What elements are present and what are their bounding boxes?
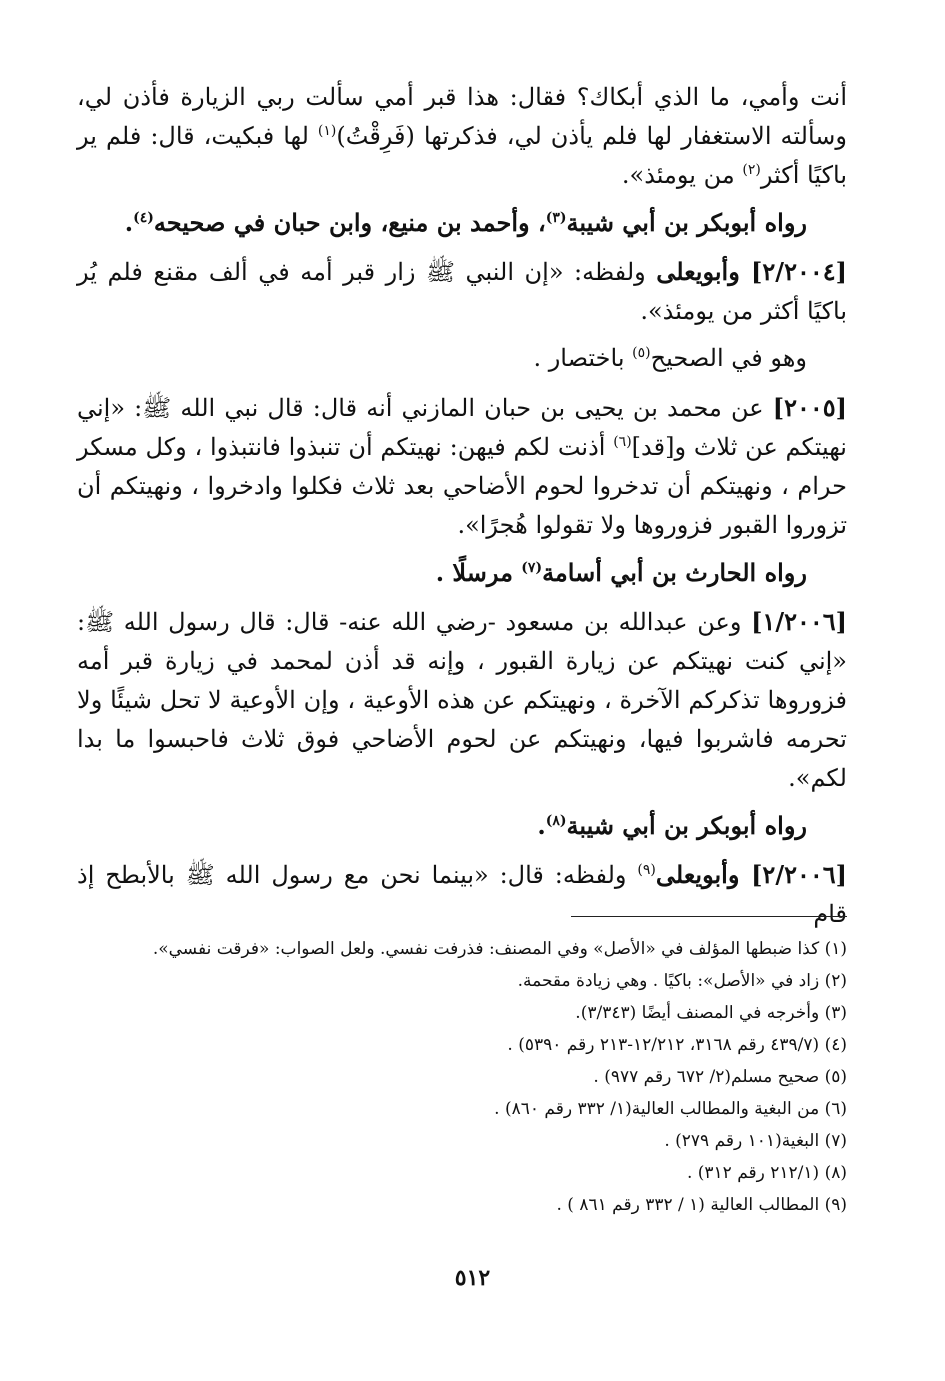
footnote: (١) كذا ضبطها المؤلف في «الأصل» وفي المصنف: فذرفت نفسي. ولعل الصواب: «فرقت نفسي». xyxy=(152,939,847,959)
footnote: (٢) زاد في «الأصل»: باكيًا . وهي زيادة مقحمة. xyxy=(517,971,847,991)
main-text xyxy=(77,78,847,942)
footnote: (٥) صحيح مسلم(٢/ ٦٧٢ رقم ٩٧٧) . xyxy=(593,1067,847,1087)
footnote: (٨) (٢١٢/١ رقم ٣١٢) . xyxy=(686,1163,847,1183)
footnote: (٩) المطالب العالية (١ / ٣٣٢ رقم ٨٦١ ) . xyxy=(556,1195,847,1215)
paragraph-hadith-continuation: أنت وأمي، ما الذي أبكاك؟ فقال: هذا قبر أمي سألت ربي الزيارة فأذن لي، وسألته الاستغفار لها فلم يأذن لي، فذكرتها (فَرِقْتُ)$^{(١)}$ لها فبكيت، قال: فلم ير باكيًا أكثر$^{(٢)}$ من يومئذ». xyxy=(77,83,847,189)
hadith-number: [٢/٢٠٠٦] xyxy=(751,860,847,889)
paragraph-hadith-2006-1: [١/٢٠٠٦] وعن عبدالله بن مسعود -رضي الله عنه- قال: قال رسول الله ﷺ: «إني كنت نهيتكم عن زيارة القبور ، وإنه قد أذن لمحمد في زيارة قبر أمه فزوروها تذكركم الآخرة ، ونهيتكم عن هذه الأوعية ، وإن الأوعية لا تحل شيئًا ولا تحرمه فاشربوا فيها، ونهيتكم عن لحوم الأضاحي فوق ثلاث فاحبسوا ما بدا لكم». xyxy=(77,607,847,792)
footnote-ref: (٥) xyxy=(632,345,651,361)
footnote-ref: (١) xyxy=(317,123,337,139)
paragraph-narration-source: رواه أبوبكر بن أبي شيبة$^{(٣)}$، وأحمد بن منيع، وابن حبان في صحيحه$^{(٤)}$. xyxy=(124,208,807,237)
hadith-number: [٢/٢٠٠٤] xyxy=(751,257,847,286)
footnote: (٤) (٤٣٩/٧ رقم ٣١٦٨، ١٢/٢١٢-٢١٣ رقم ٥٣٩٠) . xyxy=(507,1035,847,1055)
paragraph-hadith-2004-2: [٢/٢٠٠٤] وأبويعلى ولفظه: «إن النبي ﷺ زار قبر أمه في ألف مقنع فلم يُر باكيًا أكثر من يومئذ». xyxy=(77,257,847,325)
hadith-number: [١/٢٠٠٦] xyxy=(751,607,847,636)
footnote-ref: (٨) xyxy=(545,813,567,829)
paragraph-hadith-2006-2: [٢/٢٠٠٦] وأبويعلى$^{(٩)}$ ولفظه: قال: «بينما نحن مع رسول الله ﷺ بالأبطح إذ قام xyxy=(77,860,847,928)
footnote-ref: (٧) xyxy=(521,560,543,576)
footnote: (٣) وأخرجه في المصنف أيضًا (٣/٣٤٣). xyxy=(575,1003,847,1023)
footnote: (٧) البغية(١٠١ رقم ٢٧٩) . xyxy=(664,1131,847,1151)
paragraph-hadith-2005: [٢٠٠٥] عن محمد بن يحيى بن حبان المازني أنه قال: قال نبي الله ﷺ: «إني نهيتكم عن ثلاث و[قد]$^{(٦)}$ أذنت لكم فيهن: نهيتكم أن تنبذوا فانتبذوا ، وكل مسكر حرام ، ونهيتكم أن تدخروا لحوم الأضاحي بعد ثلاث فكلوا وادخروا ، ونهيتكم أن تزوروا القبور فزوروها ولا تقولوا هُجرًا». xyxy=(77,393,847,539)
footnote-ref: (٢) xyxy=(742,162,761,178)
paragraph-narration-source: رواه الحارث بن أبي أسامة$^{(٧)}$ مرسلًا . xyxy=(435,558,807,587)
page-number: ٥١٢ xyxy=(454,1265,491,1291)
footnote-ref: (٣) xyxy=(545,210,567,226)
footnote-ref: (٤) xyxy=(133,210,154,226)
paragraph-narration-source: رواه أبوبكر بن أبي شيبة$^{(٨)}$. xyxy=(537,811,807,840)
footnote-divider xyxy=(571,916,847,917)
footnotes xyxy=(77,933,847,1221)
paragraph-note-sahih: وهو في الصحيح$^{(٥)}$ باختصار . xyxy=(533,344,807,372)
footnote-ref: (٦) xyxy=(613,434,632,450)
footnote: (٦) من البغية والمطالب العالية(١/ ٣٣٢ رقم ٨٦٠) . xyxy=(494,1099,847,1119)
footnote-ref: (٩) xyxy=(637,862,656,878)
hadith-number: [٢٠٠٥] xyxy=(772,393,847,422)
